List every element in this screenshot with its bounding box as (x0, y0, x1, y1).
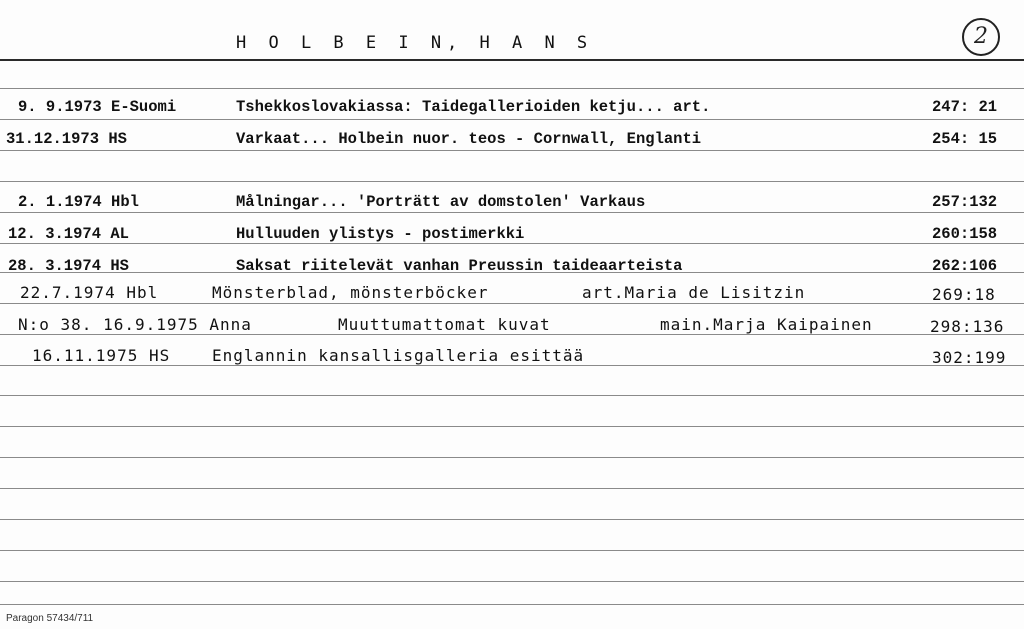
ruled-line (0, 519, 1024, 520)
entry-text: Tshekkoslovakiassa: Taidegallerioiden ketju... art. (236, 98, 711, 116)
ruled-line (0, 488, 1024, 489)
entry-text: Målningar... 'Porträtt av domstolen' Varkaus (236, 193, 646, 211)
entry-text: Englannin kansallisgalleria esittää (212, 346, 585, 365)
entry-extra: main.Marja Kaipainen (660, 315, 873, 334)
header-rule (0, 59, 1024, 61)
entry-date: 31.12.1973 HS (6, 130, 127, 148)
entry-ref: 298:136 (930, 317, 1005, 336)
ruled-line (0, 88, 1024, 89)
ruled-line (0, 604, 1024, 605)
ruled-line (0, 581, 1024, 582)
entry-text: Muuttumattomat kuvat (338, 315, 551, 334)
ruled-line (0, 150, 1024, 151)
entry-ref: 247: 21 (932, 98, 998, 116)
ruled-line (0, 334, 1024, 335)
ruled-line (0, 395, 1024, 396)
entry-ref: 269:18 (932, 285, 996, 304)
entry-ref: 262:106 (932, 257, 998, 275)
entry-ref: 260:158 (932, 225, 998, 243)
entry-extra: art.Maria de Lisitzin (582, 283, 806, 302)
entry-text: Saksat riitelevät vanhan Preussin taideaarteista (236, 257, 683, 275)
entry-text: Mönsterblad, mönsterböcker (212, 283, 489, 302)
entry-date: 2. 1.1974 Hbl (18, 193, 139, 211)
ruled-line (0, 550, 1024, 551)
card-number-circle: 2 (962, 18, 1000, 56)
entry-ref: 254: 15 (932, 130, 998, 148)
card-footer-print: Paragon 57434/711 (6, 613, 94, 624)
entry-date: 9. 9.1973 E-Suomi (18, 98, 177, 116)
card-title: H O L B E I N, H A N S (236, 33, 594, 53)
entry-text: Hulluuden ylistys - postimerkki (236, 225, 525, 243)
ruled-line (0, 243, 1024, 244)
ruled-line (0, 457, 1024, 458)
entry-date: N:o 38. 16.9.1975 Anna (18, 315, 252, 334)
ruled-line (0, 119, 1024, 120)
entry-date: 22.7.1974 Hbl (20, 283, 159, 302)
entry-ref: 257:132 (932, 193, 998, 211)
entry-date: 12. 3.1974 AL (8, 225, 129, 243)
entry-date: 16.11.1975 HS (32, 346, 171, 365)
ruled-line (0, 181, 1024, 182)
ruled-line (0, 365, 1024, 366)
entry-date: 28. 3.1974 HS (8, 257, 129, 275)
ruled-line (0, 426, 1024, 427)
ruled-line (0, 303, 1024, 304)
entry-text: Varkaat... Holbein nuor. teos - Cornwall, Englanti (236, 130, 702, 148)
entry-ref: 302:199 (932, 348, 1007, 367)
ruled-line (0, 212, 1024, 213)
